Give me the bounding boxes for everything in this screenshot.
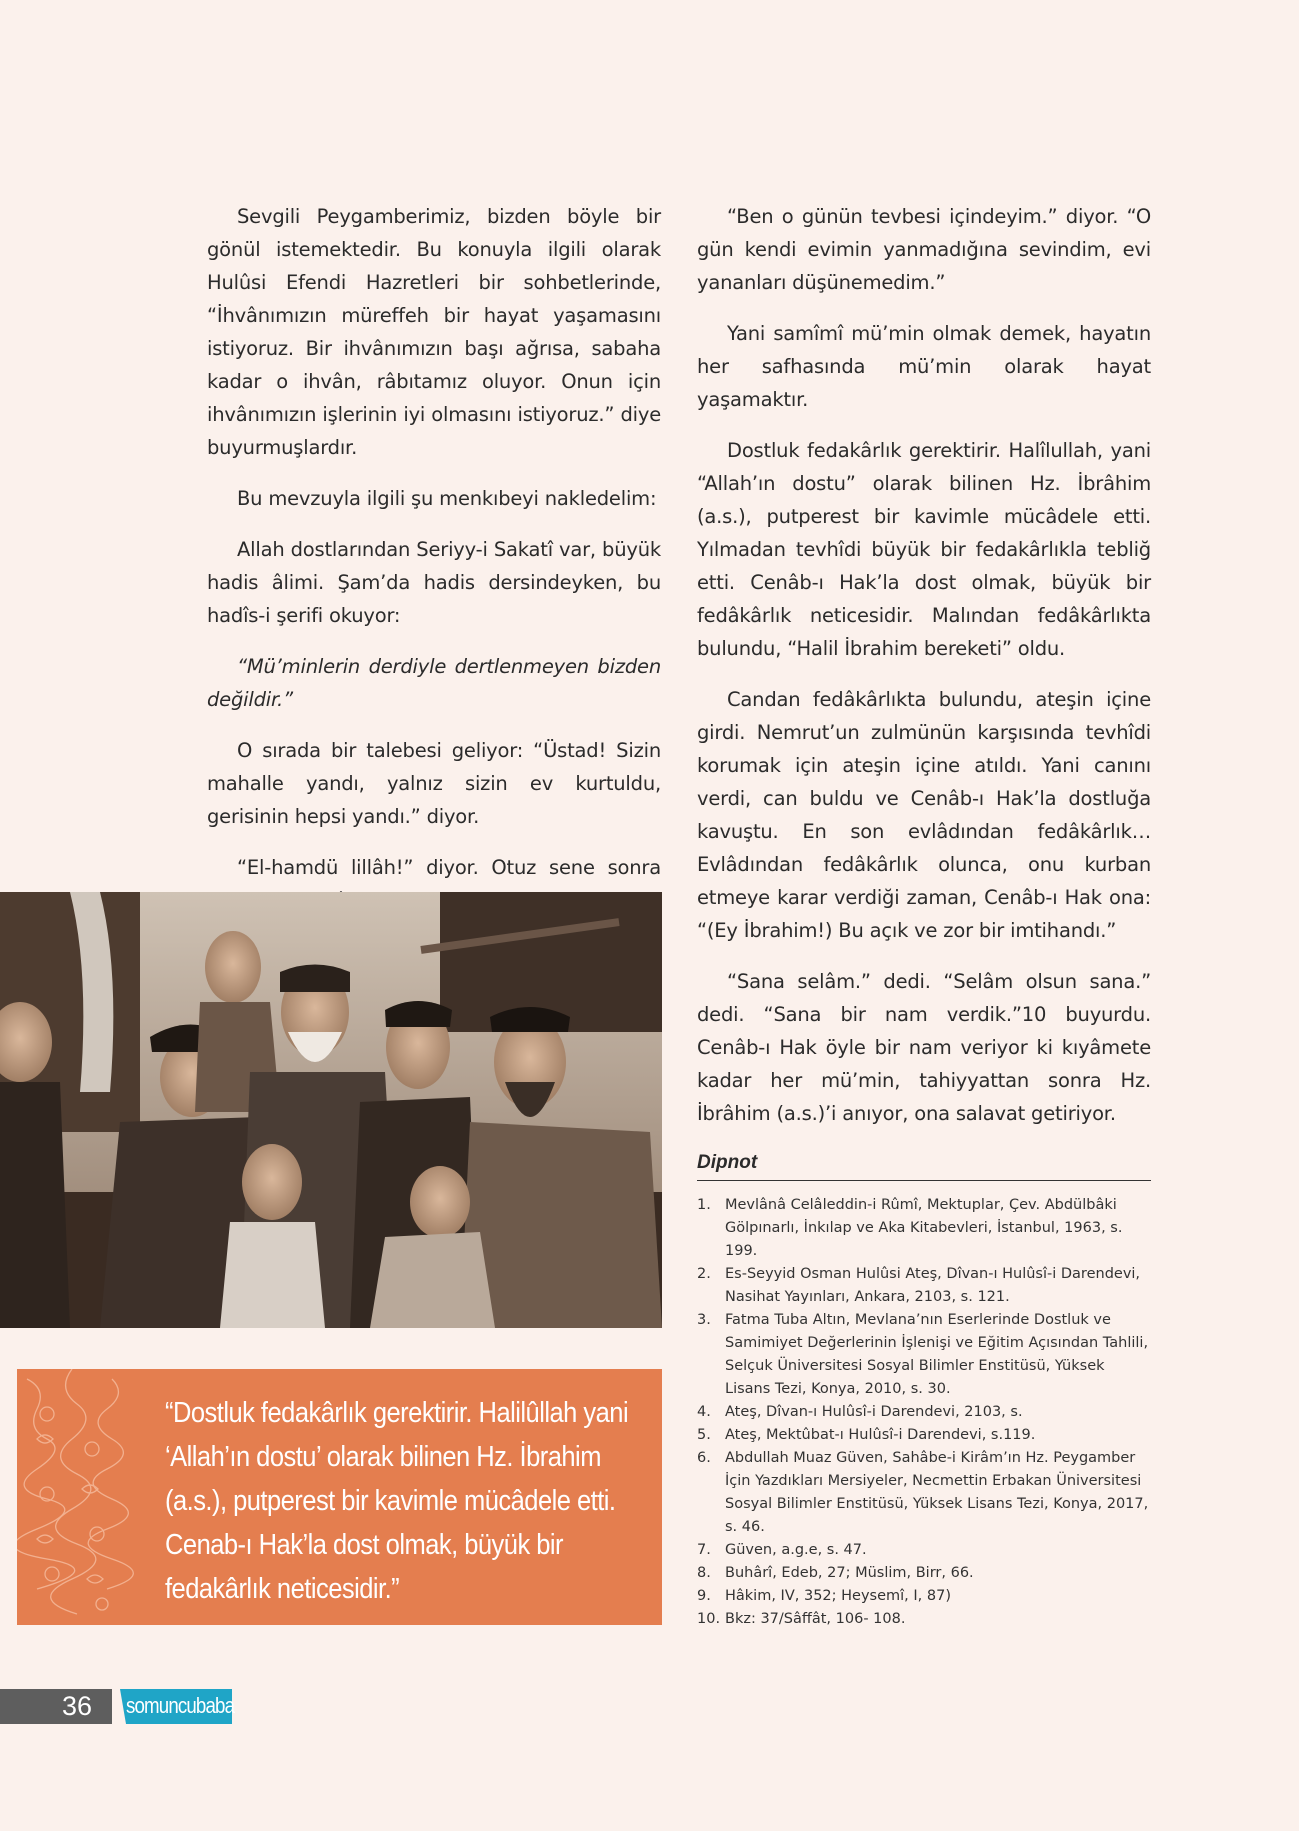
paragraph: “Sana selâm.” dedi. “Selâm olsun sana.” dedi. “Sana bir nam verdik.”10 buyurdu. Cenâb-ı Hak öyle bir nam veriyor ki kıyâmete kadar her mü’min, tahiyyattan sonra Hz. İbrâhim (a.s.)’i anıyor, ona salavat getiriyor. (697, 970, 1151, 1125)
paragraph: Sevgili Peygamberimiz, bizden böyle bir gönül istemektedir. Bu konuyla ilgili olarak Hulûsi Efendi Hazretleri bir sohbetlerinde, “İhvânımızın müreffeh bir hayat yaşamasını istiyoruz. Bir ihvânımızın başı ağrısa, sabaha kadar o ihvân, râbıtamız oluyor. Onun için ihvânımızın işlerinin iyi olmasını istiyoruz.” diye buyurmuşlardır. (207, 205, 661, 459)
left-column (207, 200, 661, 935)
pull-quote-text: “Dostluk fedakârlık gerektirir. Halilûllah yani ‘Allah’ın dostu’ olarak bilinen Hz. İbrahim (a.s.), putperest bir kavimle mücâdele etti. Cenab-ı Hak’la dost olmak, büyük bir fedakârlık neticesidir.” (165, 1397, 629, 1605)
page-number-box (0, 1689, 112, 1724)
footnote-item: 9. Hâkim, IV, 352; Heysemî, I, 87) (697, 1588, 951, 1604)
paragraph: Bu mevzuyla ilgili şu menkıbeyi nakledelim: (237, 487, 657, 510)
paragraph: O sırada bir talebesi geliyor: “Üstad! Sizin mahalle yandı, yalnız sizin ev kurtuldu, gerisinin hepsi yandı.” diyor. (207, 739, 661, 828)
pull-quote-box (17, 1369, 662, 1625)
hadith-quote: “Mü’minlerin derdiyle dertlenmeyen bizden değildir.” (207, 655, 661, 711)
group-photo (0, 892, 662, 1328)
footnote-item: 2. Es-Seyyid Osman Hulûsi Ateş, Dîvan-ı Hulûsî-i Darendevi, Nasihat Yayınları, Ankara, 2103, s. 121. (697, 1266, 1141, 1305)
sepia-group-photo-icon (0, 892, 662, 1328)
paragraph: Dostluk fedakârlık gerektirir. Halîlullah, yani “Allah’ın dostu” olarak bilinen Hz. İbrâhim (a.s.), putperest bir kavimle mücâdele etti. Yılmadan tevhîdi büyük bir fedakârlıkla tebliğ etti. Cenâb-ı Hak’la dost olmak, büyük bir fedâkârlık neticesidir. Malından fedâkârlıkta bulundu, “Halil İbrahim bereketi” oldu. (697, 439, 1151, 660)
footnote-item: 1. Mevlânâ Celâleddin-i Rûmî, Mektuplar, Çev. Abdülbâki Gölpınarlı, İnkılap ve Aka Kitabevleri, İstanbul, 1963, s. 199. (697, 1197, 1123, 1259)
footnote-item: 7. Güven, a.g.e, s. 47. (697, 1542, 867, 1558)
floral-pattern-icon (17, 1369, 134, 1625)
page-footer (0, 1689, 240, 1724)
paragraph: “Ben o günün tevbesi içindeyim.” diyor. “O gün kendi evimin yanmadığına sevindim, evi yananları düşünemedim.” (697, 205, 1151, 294)
footnote-item: 5. Ateş, Mektûbat-ı Hulûsî-i Darendevi, s.119. (697, 1427, 1036, 1443)
footnote-item: 8. Buhârî, Edeb, 27; Müslim, Birr, 66. (697, 1565, 974, 1581)
paragraph: “El-hamdü lillâh!” diyor. Otuz sene sonra (237, 856, 661, 879)
footnotes-heading: Dipnot (697, 1152, 1151, 1181)
footnote-item: 6. Abdullah Muaz Güven, Sahâbe-i Kirâm’ın Hz. Peygamber İçin Yazdıkları Mersiyeler, Necmettin Erbakan Üniversitesi Sosyal Bilimler Enstitüsü, Yüksek Lisans Tezi, Konya, 2017, s. 46. (697, 1450, 1149, 1535)
footnote-item: 10. Bkz: 37/Sâffât, 106- 108. (697, 1611, 906, 1627)
page-number: 36 (62, 1691, 93, 1721)
paragraph: Allah dostlarından Seriyy-i Sakatî var, büyük hadis âlimi. Şam’da hadis dersindeyken, bu hadîs-i şerifi okuyor: (207, 538, 661, 627)
paragraph: Candan fedâkârlıkta bulundu, ateşin içine girdi. Nemrut’un zulmünün karşısında tevhîdi korumak için ateşin içine atıldı. Yani canını verdi, can buldu ve Cenâb-ı Hak’la dostluğa kavuştu. En son evlâdından fedâkârlık… Evlâdından fedâkârlık olunca, onu kurban etmeye karar verdiği zaman, Cenâb-ı Hak ona: “(Ey İbrahim!) Bu açık ve zor bir imtihandı.” (697, 688, 1151, 942)
brand-logo: somuncubaba (126, 1693, 235, 1718)
right-column (697, 200, 1151, 1148)
footnote-item: 3. Fatma Tuba Altın, Mevlana’nın Eserlerinde Dostluk ve Samimiyet Değerlerinin İşlenişi ve Eğitim Açısından Tahlili, Selçuk Üniversitesi Sosyal Bilimler Enstitüsü, Yüksek Lisans Tezi, Konya, 2010, s. 30. (697, 1312, 1149, 1397)
footnotes-list (697, 1194, 1151, 1631)
paragraph: Yani samîmî mü’min olmak demek, hayatın her safhasında mü’min olarak hayat yaşamaktır. (697, 322, 1151, 411)
footnote-item: 4. Ateş, Dîvan-ı Hulûsî-i Darendevi, 2103, s. (697, 1404, 1023, 1420)
